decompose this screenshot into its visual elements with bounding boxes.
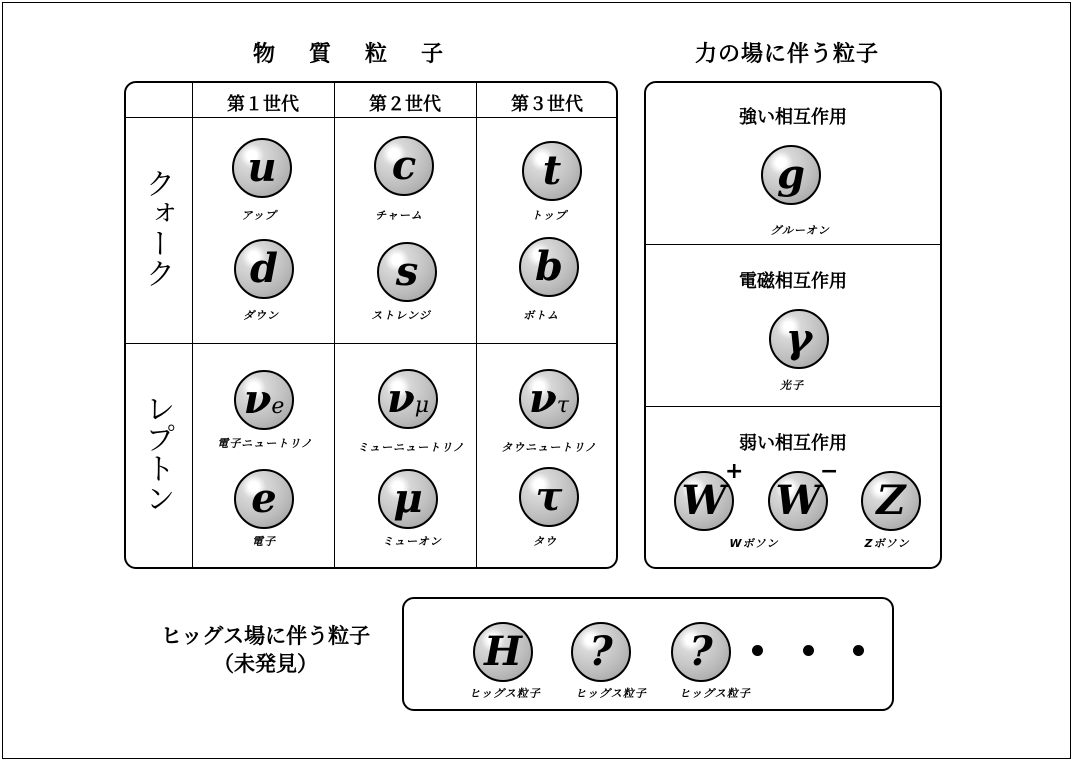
- lepton-row-label: レプトン: [139, 393, 175, 513]
- tau-name: タウ: [533, 535, 557, 548]
- generation-1-header: 第１世代: [227, 94, 299, 115]
- force-divider: [644, 406, 942, 407]
- muon: μ: [378, 469, 438, 529]
- charm-quark-name: チャーム: [375, 209, 423, 222]
- w-plus-charge: +: [725, 459, 744, 484]
- higgs-field-label: ヒッグス場に伴う粒子 （未発見）: [160, 624, 371, 677]
- down-quark-name: ダウン: [243, 309, 279, 322]
- electron-neutrino-name: 電子ニュートリノ: [217, 437, 313, 450]
- electron: e: [234, 469, 294, 529]
- higgs-boson: H: [473, 622, 533, 682]
- muon-neutrino: νμ: [378, 369, 438, 429]
- z-boson: Z: [861, 471, 921, 531]
- table-divider: [476, 81, 477, 569]
- higgs-boson-name: ヒッグス粒子: [469, 687, 541, 700]
- w-boson-name: Wボソン: [729, 537, 779, 550]
- strange-quark-name: ストレンジ: [371, 309, 431, 322]
- ellipsis-dot: [803, 645, 814, 656]
- unknown-higgs-particle-2: ?: [671, 622, 731, 682]
- tau-neutrino: ντ: [519, 369, 579, 429]
- w-plus-boson: W: [674, 471, 734, 531]
- gluon-name: グルーオン: [770, 224, 830, 237]
- tau: τ: [519, 467, 579, 527]
- table-divider: [192, 81, 193, 569]
- unknown-higgs-particle-2-name: ヒッグス粒子: [679, 687, 751, 700]
- unknown-higgs-particle-1-name: ヒッグス粒子: [575, 687, 647, 700]
- z-boson-name: Zボソン: [864, 537, 910, 550]
- up-quark: u: [232, 138, 292, 198]
- photon-name: 光子: [780, 379, 804, 392]
- table-divider: [334, 81, 335, 569]
- table-divider: [124, 117, 618, 118]
- muon-neutrino-name: ミューニュートリノ: [357, 441, 465, 454]
- unknown-higgs-particle-1: ?: [571, 622, 631, 682]
- top-quark: t: [522, 141, 582, 201]
- electron-neutrino: νe: [234, 370, 294, 430]
- generation-3-header: 第３世代: [511, 94, 583, 115]
- ellipsis-dot: [853, 645, 864, 656]
- top-quark-name: トップ: [531, 209, 567, 222]
- bottom-quark: b: [519, 237, 579, 297]
- down-quark: d: [234, 239, 294, 299]
- generation-2-header: 第２世代: [369, 94, 441, 115]
- strange-quark: s: [377, 242, 437, 302]
- quark-row-label: クォーク: [139, 168, 175, 288]
- w-minus-charge: −: [820, 459, 839, 484]
- photon: γ: [769, 309, 829, 369]
- gluon: g: [761, 145, 821, 205]
- strong-interaction-title: 強い相互作用: [739, 107, 847, 128]
- w-minus-boson: W: [768, 471, 828, 531]
- table-divider: [124, 343, 618, 344]
- force-divider: [644, 244, 942, 245]
- ellipsis-dot: [752, 645, 763, 656]
- force-particles-header: 力の場に伴う粒子: [695, 42, 880, 67]
- matter-particles-header: 物 質 粒 子: [253, 42, 450, 67]
- tau-neutrino-name: タウニュートリノ: [501, 441, 597, 454]
- muon-name: ミューオン: [382, 535, 442, 548]
- up-quark-name: アップ: [241, 209, 277, 222]
- electromagnetic-interaction-title: 電磁相互作用: [739, 271, 847, 292]
- charm-quark: c: [374, 136, 434, 196]
- weak-interaction-title: 弱い相互作用: [739, 433, 847, 454]
- electron-name: 電子: [252, 535, 276, 548]
- bottom-quark-name: ボトム: [523, 309, 559, 322]
- figure-frame: [2, 2, 1071, 759]
